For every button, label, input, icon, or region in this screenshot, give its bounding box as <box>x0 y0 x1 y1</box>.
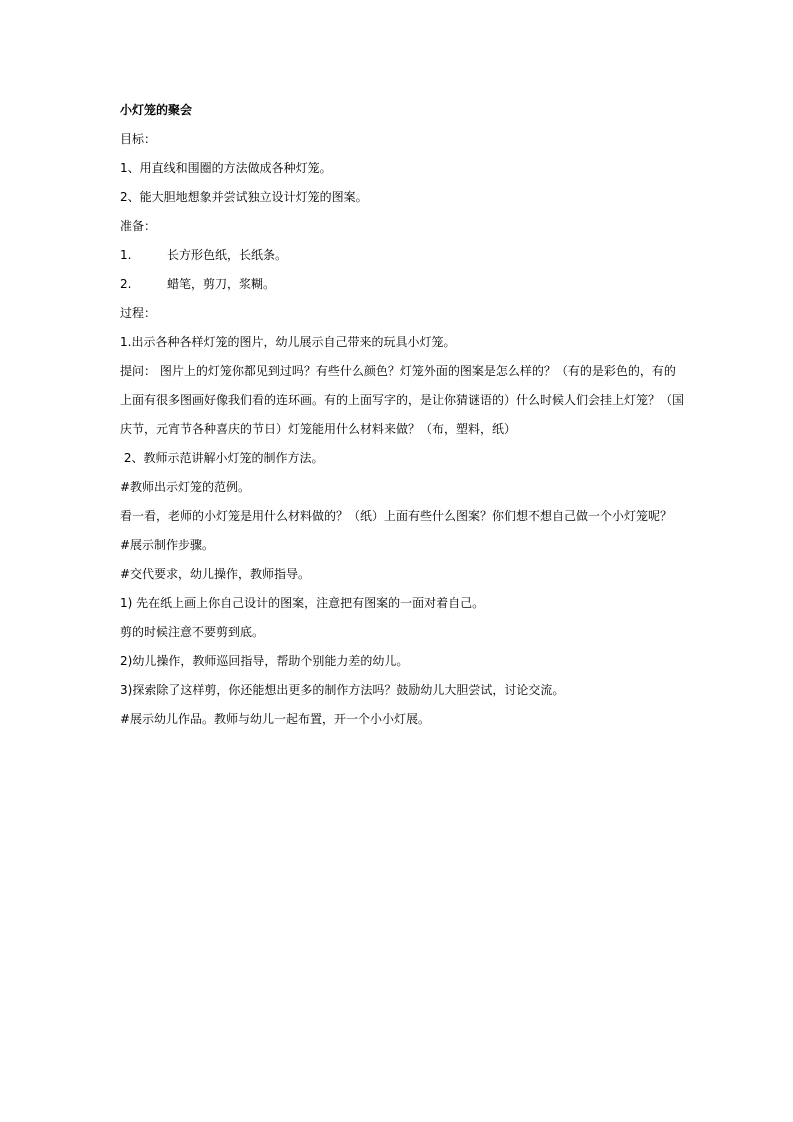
document-body <box>120 96 685 734</box>
process-line: 庆节，元宵节各种喜庆的节日）灯笼能用什么材料来做？（布，塑料，纸） <box>120 422 517 436</box>
process-line: #展示制作步骤。 <box>120 538 215 552</box>
prep-item <box>120 270 680 299</box>
process-line: 上面有很多图画好像我们看的连环画。有的上面写字的，是让你猜谜语的）什么时候人们会挂上灯笼？（国 <box>120 393 685 407</box>
prep-item-number: 1. <box>120 248 132 262</box>
prep-item-text: 长方形色纸，长纸条。 <box>167 248 288 262</box>
process-line: 1) 先在纸上画上你自己设计的图案，注意把有图案的一面对着自己。 <box>120 596 485 610</box>
process-line: 3)探索除了这样剪，你还能想出更多的制作方法吗？鼓励幼儿大胆尝试，讨论交流。 <box>120 683 565 697</box>
process-line: #展示幼儿作品。教师与幼儿一起布置，开一个小小灯展。 <box>120 712 431 726</box>
process-line: #交代要求，幼儿操作，教师指导。 <box>120 567 311 581</box>
process-line: #教师出示灯笼的范例。 <box>120 480 251 494</box>
goal-item: 2、能大胆地想象并尝试独立设计灯笼的图案。 <box>120 190 368 204</box>
goal-item: 1、用直线和围圈的方法做成各种灯笼。 <box>120 161 332 175</box>
process-line: 看一看，老师的小灯笼是用什么材料做的？（纸）上面有些什么图案？你们想不想自己做一个小灯笼呢？ <box>120 509 673 523</box>
goal-heading: 目标： <box>120 132 157 146</box>
process-line: 2、教师示范讲解小灯笼的制作方法。 <box>120 451 324 465</box>
prep-item-number: 2. <box>120 277 132 291</box>
prep-item <box>120 241 680 270</box>
document-title: 小灯笼的聚会 <box>120 103 193 117</box>
prep-item-text: 蜡笔，剪刀，浆糊。 <box>167 277 276 291</box>
process-line: 1.出示各种各样灯笼的图片，幼儿展示自己带来的玩具小灯笼。 <box>120 335 456 349</box>
process-heading: 过程： <box>120 306 157 320</box>
prep-heading: 准备： <box>120 219 157 233</box>
process-line: 剪的时候注意不要剪到底。 <box>120 625 265 639</box>
process-line: 2)幼儿操作，教师巡回指导，帮助个别能力差的幼儿。 <box>120 654 409 668</box>
process-line: 提问： 图片上的灯笼你都见到过吗？有些什么颜色？灯笼外面的图案是怎么样的？（有的是彩色的，有的 <box>120 364 676 378</box>
